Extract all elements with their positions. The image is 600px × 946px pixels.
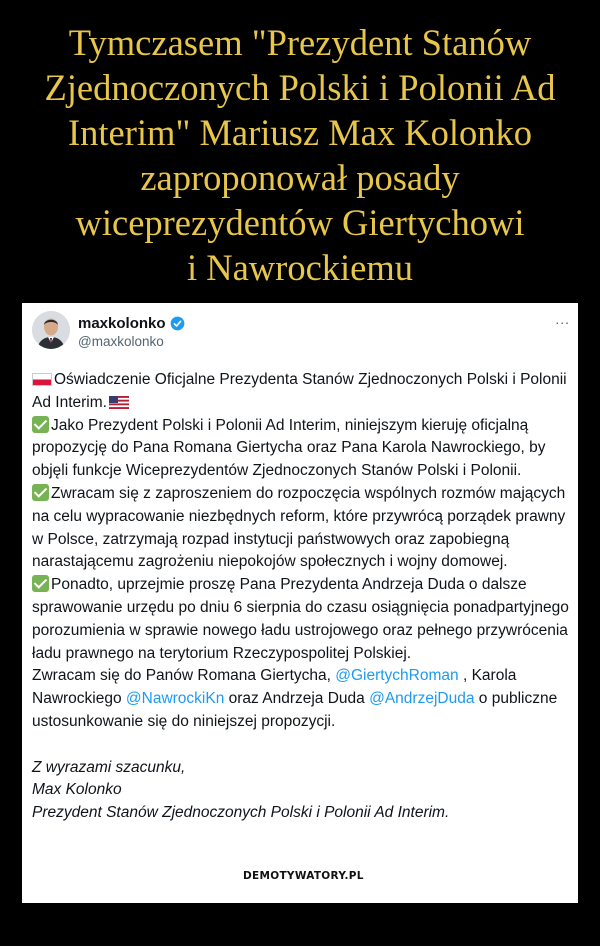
headline-line-4: zaproponował posady — [140, 157, 460, 198]
paragraph-3-text: Zwracam się z zaproszeniem do rozpoczęcia wspólnych rozmów mających na celu wypracowanie niezbędnych reform, które przywrócą porządek prawny w Polsce, zatrzymają rozpad instytucji państwowych oraz zapobiegną narastającemu zagrożeniu niepokojów społecznych i wojny domowej. — [32, 484, 566, 571]
more-options-icon[interactable]: ... — [555, 311, 570, 327]
post-text — [32, 369, 574, 825]
username[interactable]: maxkolonko — [78, 315, 166, 332]
paragraph-3 — [32, 483, 574, 574]
headline-line-1: Tymczasem "Prezydent Stanów — [68, 22, 532, 63]
paragraph-4-text: Ponadto, uprzejmie proszę Pana Prezydenta Andrzeja Duda o dalsze sprawowanie urzędu po dniu 6 sierpnia do czasu osiągnięcia ponadpartyjnego porozumienia w sprawie nowego ładu ustrojowego oraz pełnego przywrócenia ładu prawnego na terytorium Rzeczypospolitej Polskiej. — [32, 576, 569, 662]
paragraph-5-text-d: o publiczne ustosunkowanie się do niniejszej propozycji. — [32, 690, 558, 730]
poland-flag-icon — [32, 373, 52, 386]
mention-duda[interactable]: @AndrzejDuda — [369, 690, 475, 708]
headline-line-2: Zjednoczonych Polski i Polonii Ad — [44, 67, 556, 108]
user-handle[interactable]: @maxkolonko — [78, 334, 164, 349]
paragraph-2 — [32, 415, 574, 483]
signature-line-1: Z wyrazami szacunku, — [32, 758, 186, 776]
headline-line-6: i Nawrockiemu — [186, 247, 414, 288]
post-card — [22, 303, 578, 903]
headline-line-5: wiceprezydentów Giertychowi — [75, 202, 525, 243]
headline-line-3: Interim" Mariusz Max Kolonko — [68, 112, 532, 153]
paragraph-5 — [32, 665, 574, 733]
paragraph-5-text-a: Zwracam się do Panów Romana Giertycha, — [32, 667, 336, 685]
mention-nawrocki[interactable]: @NawrockiKn — [125, 690, 225, 708]
headline — [0, 20, 600, 290]
paragraph-4 — [32, 574, 574, 665]
signature-line-2: Max Kolonko — [32, 781, 122, 799]
paragraph-gap — [32, 734, 574, 757]
paragraph-5-text-c: oraz Andrzeja Duda — [224, 690, 370, 708]
check-mark-icon — [32, 575, 49, 592]
mention-giertych[interactable]: @GiertychRoman — [335, 667, 459, 685]
avatar-portrait-icon — [32, 311, 70, 349]
paragraph-1-text: Oświadczenie Oficjalne Prezydenta Stanów Zjednoczonych Polski i Polonii Ad Interim. — [32, 371, 567, 411]
usa-flag-icon — [109, 396, 129, 409]
check-mark-icon — [32, 484, 49, 501]
check-mark-icon — [32, 416, 49, 433]
signature-line-3: Prezydent Stanów Zjednoczonych Polski i Polonii Ad Interim. — [32, 804, 450, 822]
watermark: DEMOTYWATORY.PL — [243, 870, 364, 882]
paragraph-5-text-b: , Karola Nawrockiego — [32, 667, 517, 708]
paragraph-1 — [32, 369, 574, 415]
avatar[interactable] — [32, 311, 70, 349]
paragraph-2-text: Jako Prezydent Polski i Polonii Ad Interim, niniejszym kieruję oficjalną propozycję do Pana Romana Giertycha oraz Pana Karola Nawrockiego, by objęli funkcje Wiceprezydentów Zjednoczonych Stanów Polski i Polonii. — [32, 416, 546, 480]
verified-badge-icon — [170, 316, 185, 331]
